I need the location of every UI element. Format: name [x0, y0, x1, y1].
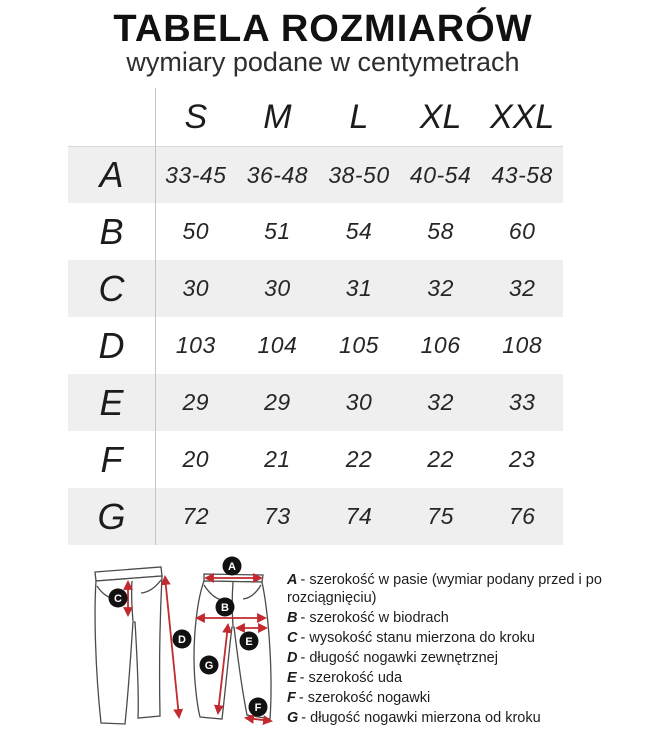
- legend-letter: C: [287, 630, 298, 646]
- badge-g-letter: G: [204, 659, 214, 672]
- row-label-f: F: [100, 438, 123, 480]
- badge-b-letter: B: [221, 601, 229, 614]
- size-column-header-xxl: XXL: [490, 98, 555, 136]
- legend-item-d: [287, 649, 635, 667]
- badge-f-letter: F: [254, 701, 262, 714]
- page-title: TABELA ROZMIARÓW: [113, 8, 533, 50]
- row-label-d: D: [98, 324, 125, 366]
- table-cell: 33-45: [165, 161, 227, 188]
- table-cell: 36-48: [246, 161, 309, 188]
- size-column-header-s: S: [184, 98, 208, 136]
- legend-letter: G: [287, 710, 299, 726]
- table-cell: 60: [508, 218, 536, 244]
- badge-f: [249, 698, 268, 717]
- badge-c: [109, 589, 128, 608]
- table-cell: 54: [345, 218, 373, 244]
- legend-letter: E: [287, 670, 297, 686]
- legend-letter: F: [287, 690, 296, 706]
- badge-e-letter: E: [245, 635, 253, 648]
- measurement-legend: [287, 571, 635, 729]
- table-cell: 30: [182, 275, 210, 301]
- row-label-b: B: [99, 210, 124, 252]
- table-cell: 105: [339, 332, 379, 358]
- table-cell: 103: [175, 332, 216, 358]
- legend-item-b: [287, 609, 635, 627]
- badge-a: [223, 557, 242, 576]
- legend-text: - szerokość uda: [299, 670, 403, 686]
- legend-item-e: [287, 669, 635, 687]
- size-column-header-l: L: [349, 98, 369, 136]
- table-cell: 43-58: [491, 161, 553, 188]
- legend-text: - wysokość stanu mierzona do kroku: [300, 630, 535, 646]
- legend-text: - długość nogawki zewnętrznej: [300, 650, 498, 666]
- table-cell: 108: [502, 332, 543, 358]
- table-row-g: [68, 488, 563, 545]
- legend-letter: D: [287, 650, 298, 666]
- size-table-header-row: [68, 89, 563, 146]
- table-cell: 38-50: [328, 161, 390, 188]
- table-cell: 31: [345, 275, 373, 301]
- table-cell: 72: [182, 503, 210, 529]
- badge-e: [240, 632, 259, 651]
- badge-d: [173, 630, 192, 649]
- legend-letter: A: [287, 572, 298, 588]
- badge-b: [216, 598, 235, 617]
- row-label-c: C: [98, 267, 125, 309]
- table-cell: 51: [264, 218, 291, 244]
- table-cell: 30: [345, 389, 373, 415]
- table-cell: 104: [257, 332, 298, 358]
- table-column-divider: [155, 88, 156, 545]
- table-cell: 29: [182, 389, 210, 415]
- table-cell: 58: [427, 218, 454, 244]
- page-subtitle: wymiary podane w centymetrach: [126, 47, 520, 77]
- size-column-header-m: M: [263, 98, 292, 136]
- table-cell: 75: [427, 503, 454, 529]
- legend-letter: B: [287, 610, 298, 626]
- row-label-e: E: [99, 381, 124, 423]
- badge-g: [200, 656, 219, 675]
- table-cell: 40-54: [409, 161, 472, 188]
- legend-item-c: [287, 629, 635, 647]
- table-cell: 74: [345, 503, 373, 529]
- size-table: [68, 89, 563, 545]
- row-label-a: A: [99, 154, 124, 195]
- table-row-c: [68, 260, 563, 317]
- table-cell: 73: [264, 503, 291, 529]
- table-cell: 30: [264, 275, 291, 301]
- row-label-g: G: [97, 495, 126, 537]
- table-cell: 76: [508, 503, 536, 529]
- badge-a-letter: A: [228, 560, 236, 573]
- table-cell: 23: [508, 446, 536, 472]
- pants-front-right: [194, 574, 271, 719]
- table-cell: 32: [427, 389, 454, 415]
- table-row-a: [68, 146, 563, 203]
- table-cell: 29: [264, 389, 291, 415]
- legend-text: - szerokość w pasie (wymiar podany przed i po rozciągnięciu): [287, 572, 602, 606]
- badge-d-letter: D: [178, 633, 186, 646]
- size-column-header-xl: XL: [419, 98, 462, 136]
- table-cell: 50: [182, 218, 210, 244]
- legend-text: - długość nogawki mierzona od kroku: [301, 710, 541, 726]
- table-row-f: [68, 431, 563, 488]
- legend-item-a: [287, 571, 635, 607]
- legend-text: - szerokość nogawki: [298, 690, 431, 706]
- badge-c-letter: C: [114, 592, 122, 605]
- table-cell: 20: [182, 446, 210, 472]
- pants-measurement-diagram: [85, 555, 298, 735]
- table-row-b: [68, 203, 563, 260]
- table-cell: 21: [264, 446, 291, 472]
- table-cell: 106: [420, 332, 461, 358]
- legend-item-g: [287, 709, 635, 727]
- legend-item-f: [287, 689, 635, 707]
- table-cell: 22: [427, 446, 454, 472]
- table-row-e: [68, 374, 563, 431]
- table-cell: 32: [427, 275, 454, 301]
- table-cell: 33: [508, 389, 536, 415]
- table-cell: 32: [508, 275, 536, 301]
- table-cell: 22: [345, 446, 373, 472]
- legend-text: - szerokość w biodrach: [300, 610, 449, 626]
- table-row-d: [68, 317, 563, 374]
